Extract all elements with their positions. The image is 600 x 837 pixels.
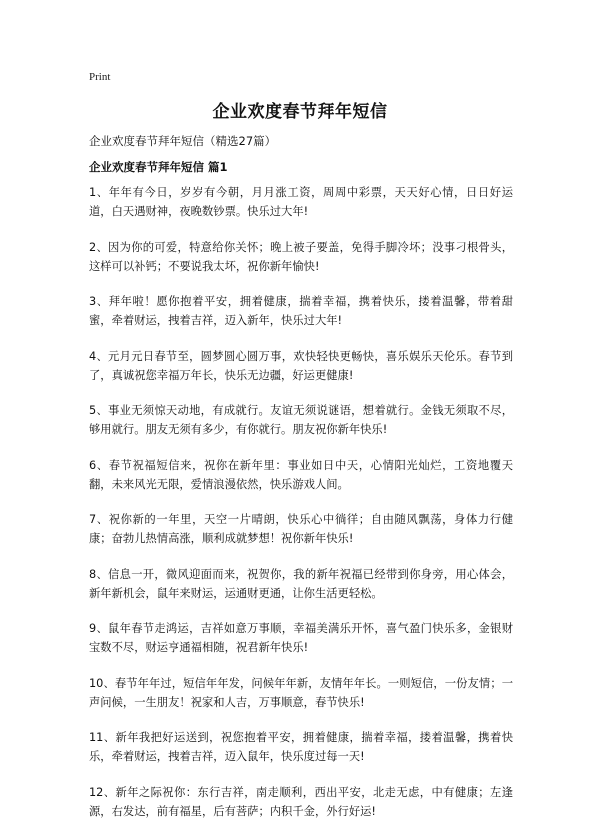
message-paragraph: 10、春节年年过，短信年年发，问候年年新，友情年年长。一则短信，一份友情；一声问候，一生朋友！祝家和人吉，万事顺意，春节快乐!: [89, 676, 513, 709]
message-paragraph: 5、事业无须惊天动地，有成就行。友谊无须说谜语，想着就行。金钱无须取不尽，够用就行。朋友无须有多少，有你就行。朋友祝你新年快乐!: [89, 404, 513, 436]
message-paragraph: 8、信息一开，微风迎面而来，祝贺你，我的新年祝福已经带到你身旁，用心体会，新年新机会，鼠年来财运，运通财更通，让你生活更轻松。: [89, 567, 513, 600]
section-heading: 企业欢度春节拜年短信 篇1: [89, 160, 228, 174]
message-paragraph: 3、拜年啦！愿你抱着平安，拥着健康，揣着幸福，携着快乐，搂着温馨，带着甜蜜，牵着财运，拽着吉祥，迈入新年，快乐过大年!: [89, 295, 513, 327]
message-paragraph: 6、春节祝福短信来，祝你在新年里：事业如日中天，心情阳光灿烂，工资地覆天翻，未来风光无限，爱情浪漫依然，快乐游戏人间。: [89, 458, 513, 491]
document-subtitle: 企业欢度春节拜年短信（精选27篇）: [89, 134, 277, 148]
page-title: 企业欢度春节拜年短信: [212, 102, 388, 122]
message-paragraph: 7、祝你新的一年里，天空一片晴朗，快乐心中徜徉；自由随风飘荡，身体力行健康；奋勃儿热情高涨，顺利成就梦想！祝你新年快乐!: [89, 513, 513, 545]
message-paragraph: 4、元月元日春节至，圆梦圆心圆万事，欢快轻快更畅快，喜乐娱乐天伦乐。春节到了，真诚祝您幸福万年长，快乐无边疆，好运更健康!: [89, 349, 513, 382]
message-paragraph: 2、因为你的可爱，特意给你关怀；晚上被子要盖，免得手脚冷坏；没事刁根骨头，这样可以补钙；不要说我太坏，祝你新年愉快!: [89, 240, 513, 273]
message-paragraph: 12、新年之际祝你：东行吉祥，南走顺利，西出平安，北走无虑，中有健康；左逢源，右发达，前有福星，后有菩萨；内积千金，外行好运!: [89, 785, 513, 818]
message-list: [89, 183, 513, 837]
message-paragraph: 9、鼠年春节走鸿运，吉祥如意万事顺，幸福美满乐开怀，喜气盈门快乐多，金银财宝数不尽，财运亨通福相随，祝君新年快乐!: [89, 622, 513, 654]
print-link[interactable]: Print: [89, 71, 111, 83]
message-paragraph: 1、年年有今日，岁岁有今朝，月月涨工资，周周中彩票，天天好心情，日日好运道，白天遇财神，夜晚数钞票。快乐过大年!: [89, 186, 513, 218]
message-paragraph: 11、新年我把好运送到，祝您抱着平安，拥着健康，揣着幸福，搂着温馨，携着快乐，牵着财运，拽着吉祥，迈入鼠年，快乐度过每一天!: [89, 731, 513, 763]
